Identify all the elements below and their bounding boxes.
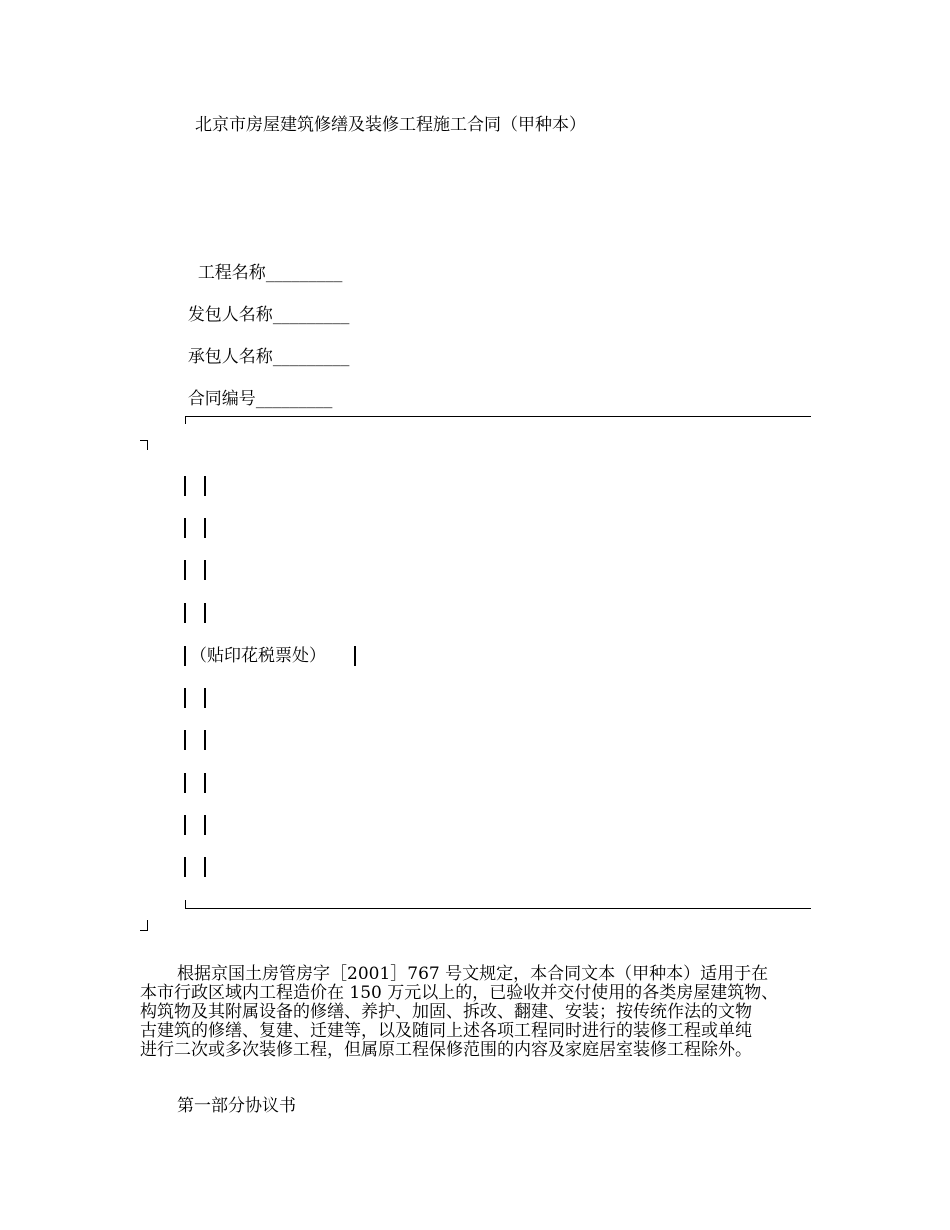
field-label: 承包人名称 — [187, 347, 273, 367]
intro-line: 根据京国土房管房字［2001］767 号文规定，本合同文本（甲种本）适用于在 — [177, 964, 769, 984]
stamp-box-top-border — [185, 416, 811, 424]
intro-paragraph — [140, 965, 820, 1060]
field-blank: _________ — [265, 263, 343, 283]
field-label: 工程名称 — [197, 263, 266, 283]
field-label: 合同编号 — [187, 389, 256, 409]
stamp-box-bottom-right-corner — [140, 920, 148, 931]
stamp-box-top-right-corner — [140, 440, 148, 450]
intro-line: 构筑物及其附属设备的修缮、养护、加固、拆改、翻建、安装；按传统作法的文物 — [140, 1002, 752, 1022]
stamp-label: （贴印花税票处） — [190, 646, 326, 666]
field-contract-number — [177, 369, 332, 409]
field-label: 发包人名称 — [187, 305, 273, 325]
field-project-name — [187, 243, 342, 283]
intro-line: 进行二次或多次装修工程，但属原工程保修范围的内容及家庭居室装修工程除外。 — [140, 1040, 752, 1060]
document-title: 北京市房屋建筑修缮及装修工程施工合同（甲种本） — [195, 115, 586, 135]
field-blank: _________ — [255, 389, 333, 409]
field-blank: _________ — [272, 305, 350, 325]
field-contractor-name — [177, 327, 349, 367]
field-employer-name — [177, 285, 349, 325]
intro-line: 古建筑的修缮、复建、迁建等，以及随同上述各项工程同时进行的装修工程或单纯 — [140, 1021, 752, 1041]
field-blank: _________ — [272, 347, 350, 367]
stamp-box-bottom-border — [185, 900, 811, 909]
section-heading: 第一部分协议书 — [177, 1096, 296, 1116]
intro-line: 本市行政区域内工程造价在 150 万元以上的，已验收并交付使用的各类房屋建筑物、 — [140, 983, 779, 1003]
